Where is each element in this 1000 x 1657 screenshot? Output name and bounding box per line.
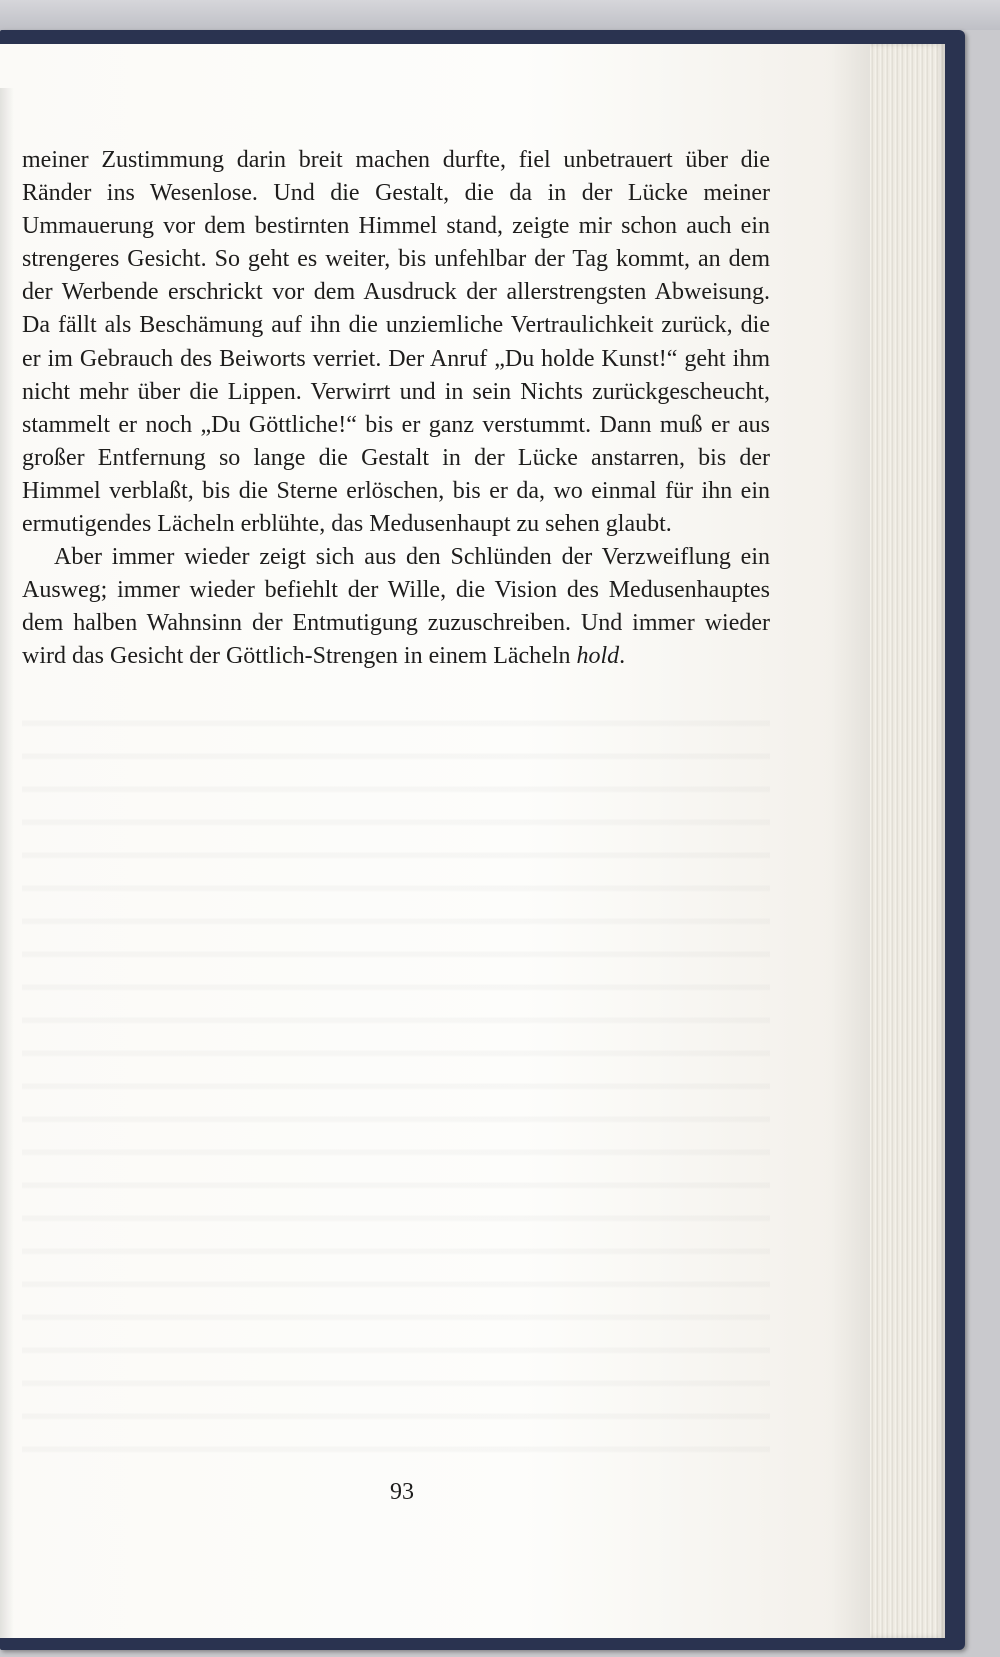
body-text: [22, 144, 770, 674]
page-edges: [868, 44, 945, 1638]
paragraph-2-end: .: [619, 643, 626, 670]
paragraph-1: meiner Zustimmung darin breit machen durfte, fiel unbetrauert über die Ränder ins Wesenlose. Und die Gestalt, die da in der Lücke meiner Ummauerung vor dem bestirnten Himmel stand, zeigte mir schon auch ein strengeres Gesicht. So geht es weiter, bis unfehlbar der Tag kommt, an dem der Werbende erschrickt vor dem Ausdruck der allerstrengsten Abweisung. Da fällt als Beschämung auf ihn die unziemliche Vertraulichkeit zurück, die er im Gebrauch des Beiworts verriet. Der Anruf „Du holde Kunst!“ geht ihm nicht mehr über die Lippen. Verwirrt und in sein Nichts zurückgescheucht, stammelt er noch „Du Göttliche!“ bis er ganz verstummt. Dann muß er aus großer Entfernung so lange die Gestalt in der Lücke anstarren, bis der Himmel verblaßt, bis die Sterne erlöschen, bis er da, wo einmal für ihn ein ermutigendes Lächeln erblühte, das Medusenhaupt zu sehen glaubt.: [22, 147, 770, 538]
paragraph-2-emphasis: hold: [576, 643, 620, 670]
paragraph-2-text: Aber immer wieder zeigt sich aus den Schlünden der Verzweiflung ein Ausweg; immer wieder befiehlt der Wille, die Vision des Medusenhauptes dem halben Wahnsinn der Entmutigung zuzuschreiben. Und immer wieder wird das Gesicht der Göttlich-Strengen in einem Lächeln: [22, 544, 770, 670]
paragraph-2: [22, 541, 770, 673]
book-page: [0, 44, 870, 1638]
page-number: 93: [390, 1479, 414, 1505]
show-through-text: [22, 694, 770, 1454]
binding-shadow: [0, 88, 14, 1638]
scan-background: [0, 0, 1000, 30]
